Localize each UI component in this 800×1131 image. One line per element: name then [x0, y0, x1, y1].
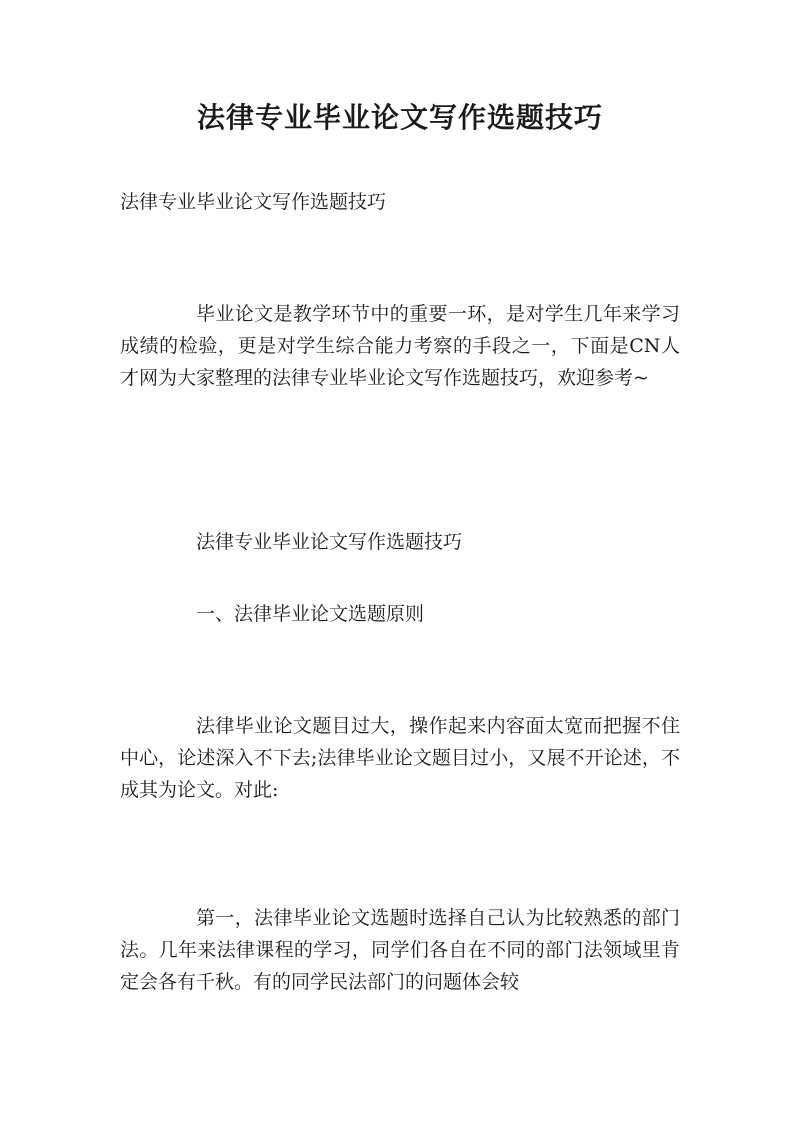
- intro-paragraph: 毕业论文是教学环节中的重要一环，是对学生几年来学习成绩的检验，更是对学生综合能力考察的手段之一，下面是CN人才网为大家整理的法律专业毕业论文写作选题技巧，欢迎参考~: [120, 303, 680, 389]
- document-title: 法律专业毕业论文写作选题技巧: [196, 101, 603, 134]
- section-title: 法律专业毕业论文写作选题技巧: [196, 531, 463, 553]
- principle-heading: 一、法律毕业论文选题原则: [196, 603, 425, 625]
- first-point-paragraph: 第一，法律毕业论文选题时选择自己认为比较熟悉的部门法。几年来法律课程的学习，同学们各自在不同的部门法领域里肯定会各有千秋。有的同学民法部门的问题体会较: [120, 907, 680, 993]
- document-subtitle: 法律专业毕业论文写作选题技巧: [120, 191, 387, 213]
- principle-paragraph: 法律毕业论文题目过大，操作起来内容面太宽而把握不住中心，论述深入不下去;法律毕业论文题目过小，又展不开论述，不成其为论文。对此:: [120, 715, 680, 801]
